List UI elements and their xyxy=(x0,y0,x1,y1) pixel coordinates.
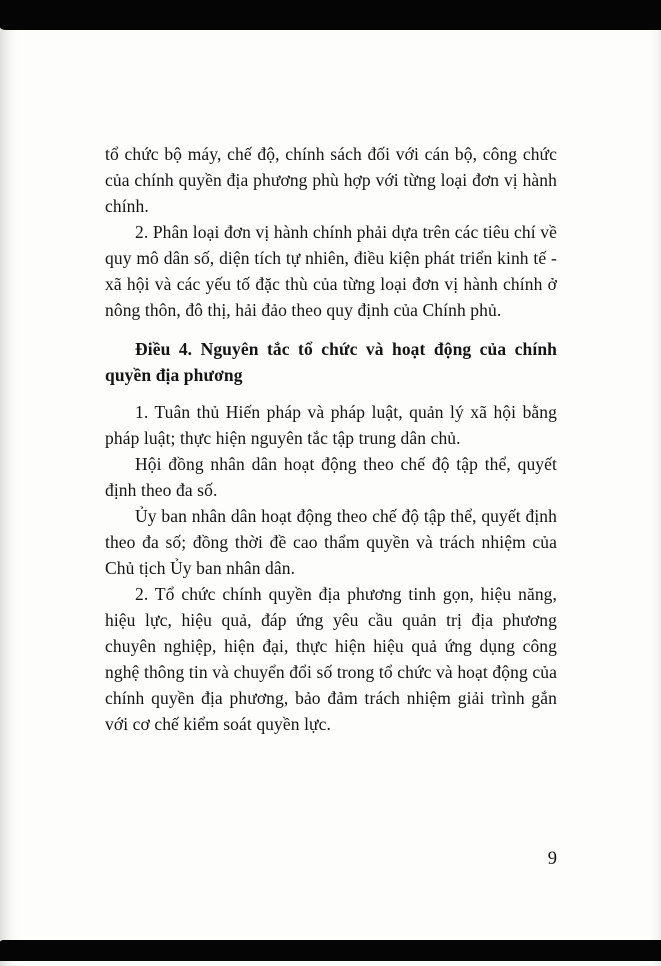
paragraph-clause-1: 1. Tuân thủ Hiến pháp và pháp luật, quản lý xã hội bằng pháp luật; thực hiện nguyên tắc tập trung dân chủ. xyxy=(105,402,557,448)
bottom-black-bar xyxy=(0,940,661,961)
page-body-text xyxy=(105,141,557,737)
top-black-bar xyxy=(0,0,661,30)
page-number: 9 xyxy=(547,849,557,869)
paragraph-continuation: tổ chức bộ máy, chế độ, chính sách đối với cán bộ, công chức của chính quyền địa phương phù hợp với từng loại đơn vị hành chính. xyxy=(105,144,557,216)
paragraph-clause-2b: 2. Tổ chức chính quyền địa phương tinh gọn, hiệu năng, hiệu lực, hiệu quả, đáp ứng yêu cầu quản trị địa phương chuyên nghiệp, hiện đại, thực hiện hiệu quả ứng dụng công nghệ thông tin và chuyển đổi số trong tổ chức và hoạt động của chính quyền địa phương, bảo đảm trách nhiệm giải trình gắn với cơ chế kiểm soát quyền lực. xyxy=(105,584,557,734)
paragraph-clause-2: 2. Phân loại đơn vị hành chính phải dựa trên các tiêu chí về quy mô dân số, diện tích tự nhiên, điều kiện phát triển kinh tế - xã hội và các yếu tố đặc thù của từng loại đơn vị hành chính ở nông thôn, đô thị, hải đảo theo quy định của Chính phủ. xyxy=(105,222,557,320)
section-heading-dieu-4: Điều 4. Nguyên tắc tổ chức và hoạt động của chính quyền địa phương xyxy=(105,339,557,385)
paragraph-uy-ban: Ủy ban nhân dân hoạt động theo chế độ tập thể, quyết định theo đa số; đồng thời đề cao thẩm quyền và trách nhiệm của Chủ tịch Ủy ban nhân dân. xyxy=(105,506,557,578)
paragraph-hoi-dong: Hội đồng nhân dân hoạt động theo chế độ tập thể, quyết định theo đa số. xyxy=(105,454,557,500)
